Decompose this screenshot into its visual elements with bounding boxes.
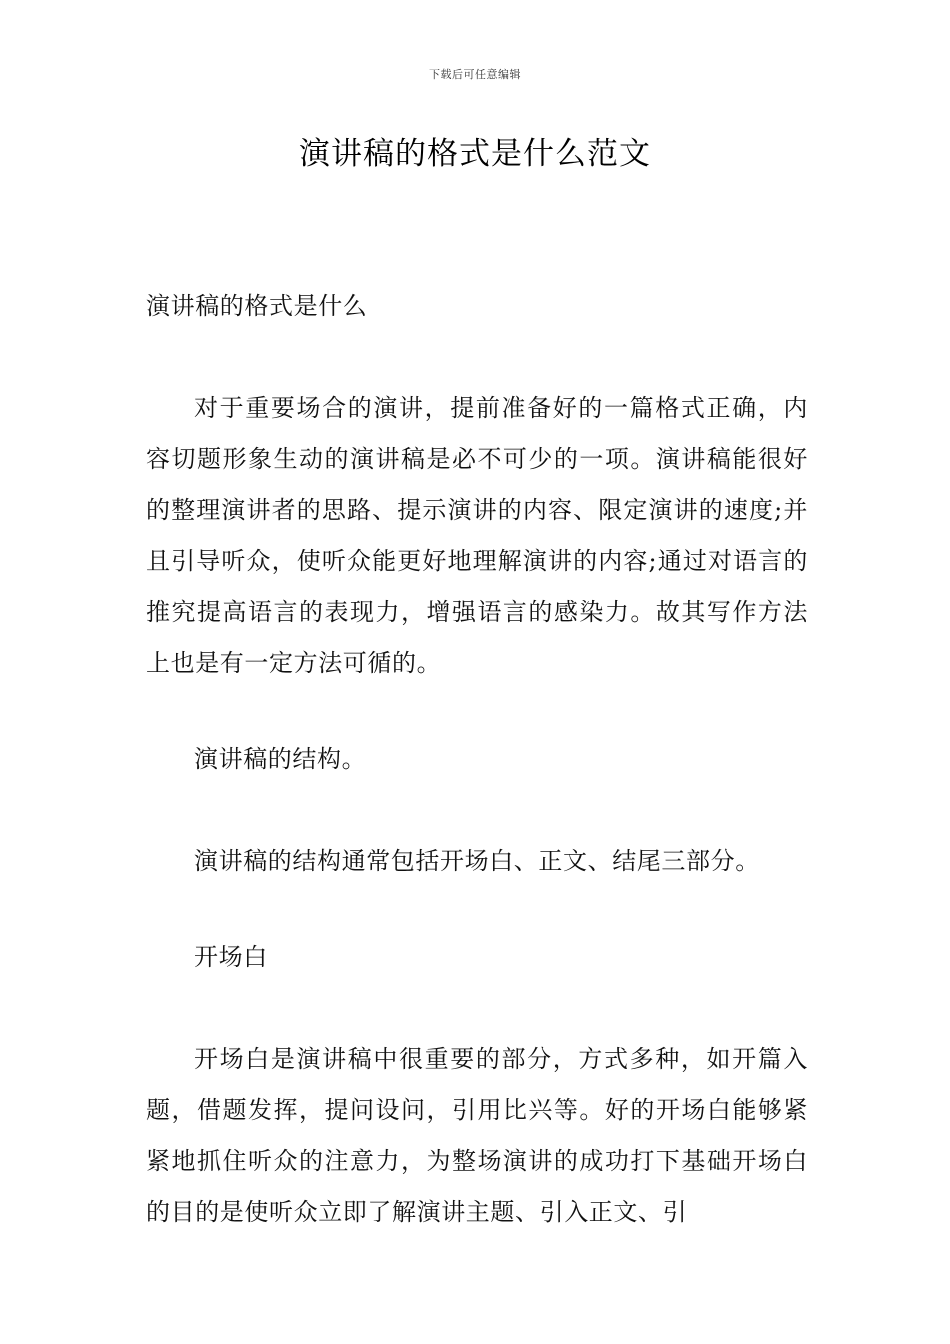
body-paragraph: 开场白是演讲稿中很重要的部分，方式多种，如开篇入题，借题发挥，提问设问，引用比兴等。好的开场白能够紧紧地抓住听众的注意力，为整场演讲的成功打下基础开场白的目的是使听众立即了解演讲主题、引入正文、引	[146, 1045, 808, 1226]
document-title: 演讲稿的格式是什么范文	[299, 136, 651, 172]
section-heading: 演讲稿的结构。	[194, 745, 367, 773]
document-body	[146, 281, 808, 1238]
header-note: 下载后可任意编辑	[429, 68, 521, 81]
section-heading: 演讲稿的格式是什么	[146, 292, 368, 320]
section-heading: 开场白	[194, 943, 268, 971]
body-paragraph: 演讲稿的结构通常包括开场白、正文、结尾三部分。	[194, 847, 760, 875]
body-paragraph: 对于重要场合的演讲，提前准备好的一篇格式正确，内容切题形象生动的演讲稿是必不可少的一项。演讲稿能很好的整理演讲者的思路、提示演讲的内容、限定演讲的速度;并且引导听众，使听众能更好地理解演讲的内容;通过对语言的推究提高语言的表现力，增强语言的感染力。故其写作方法上也是有一定方法可循的。	[146, 394, 808, 677]
